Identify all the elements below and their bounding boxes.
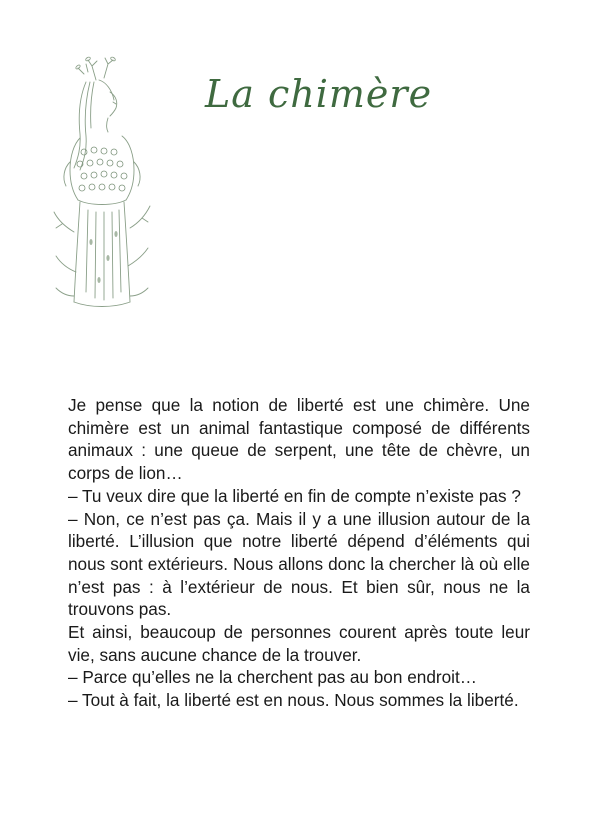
body-text — [68, 394, 530, 712]
girl-in-tree-trunk-sketch-icon — [44, 52, 164, 332]
chapter-title: La chimère — [205, 72, 433, 116]
paragraph: – Tout à fait, la liberté est en nous. Nous sommes la liberté. — [68, 690, 519, 711]
paragraph: – Parce qu’elles ne la cherchent pas au bon endroit… — [68, 667, 477, 688]
paragraph: – Tu veux dire que la liberté en fin de compte n’existe pas ? — [68, 485, 521, 506]
paragraph: Je pense que la notion de liberté est une chimère. Une chimère est un animal fantastique composé de différents animaux : une queue de serpent, une tête de chèvre, un corps de lion… — [68, 395, 530, 484]
paragraph: – Non, ce n’est pas ça. Mais il y a une illusion autour de la liberté. L’illusion que notre liberté dépend d’éléments qui nous sont extérieurs. Nous allons donc la chercher là où elle n’est pas : à l’extérieur de nous. Et bien sûr, nous ne la trouvons pas. — [68, 508, 530, 620]
paragraph: Et ainsi, beaucoup de personnes courent après toute leur vie, sans aucune chance de la trouver. — [68, 622, 530, 665]
